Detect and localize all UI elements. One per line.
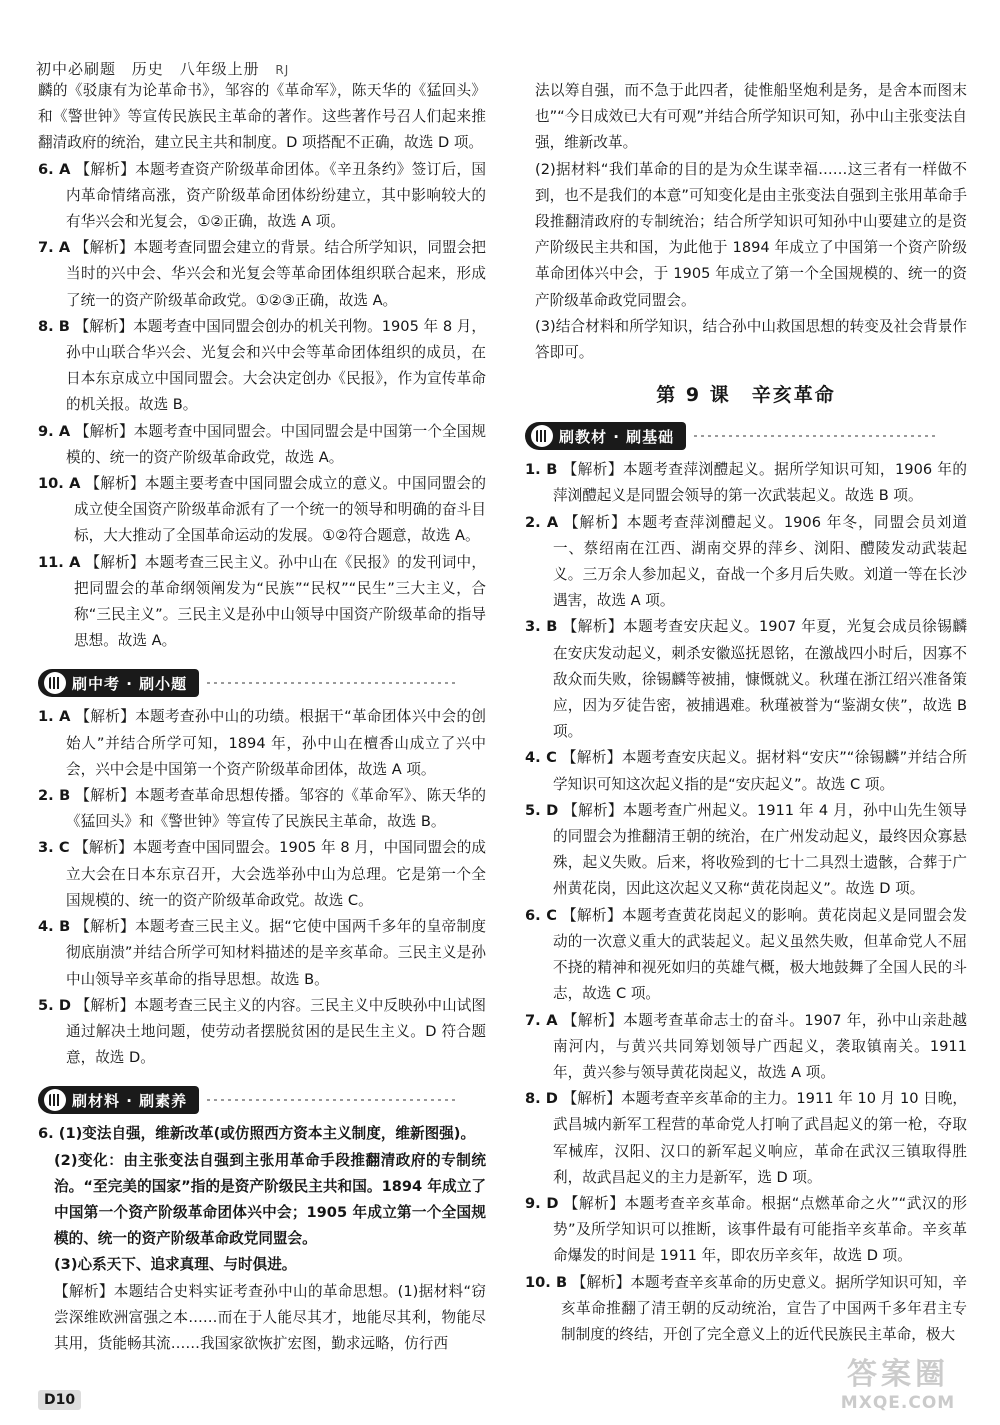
q6-part1: 6. (1)变法自强，维新改革(或仿照西方资本主义制度，维新图强)。 (38, 1125, 476, 1143)
banner-badge: 刷中考 · 刷小题 (38, 669, 199, 697)
q6-part2: (2)变化：由主张变法自强到主张用革命手段推翻清政府的专制统治。“至完美的国家”指的是资产阶级民主共和国。1894 年成立了中国第一个资产阶级革命团体兴中会；1905 年成立第一个全国规模的、统一的资产阶级革命政党同盟会。 (54, 1151, 486, 1248)
edition-label: RJ (275, 63, 290, 77)
answer-item: 9. A 【解析】本题考查中国同盟会。中国同盟会是中国第一个全国规模的、统一的资产阶级革命政党，故选 A。 (38, 422, 486, 466)
answer-item: 1. B 【解析】本题考查萍浏醴起义。据所学知识可知，1906 年的萍浏醴起义是同盟会领导的第一次武装起义。故选 B 项。 (525, 461, 967, 505)
right-column (525, 78, 967, 1348)
subject-name: 历史 (131, 60, 164, 78)
answer-item: 11. A 【解析】本题考查三民主义。孙中山在《民报》的发刊词中，把同盟会的革命纲领阐发为“民族”“民权”“民生”三大主义，合称“三民主义”。三民主义是孙中山领导中国资产阶级革命的指导思想。故选 A。 (38, 553, 486, 650)
analysis-part2: (2)据材料“我们革命的目的是为众生谋幸福……这三者有一样做不到，也不是我们的本意”可知变化是由主张变法自强到主张用革命手段推翻清政府的专制统治；结合所学知识可知孙中山要建立的是资产阶级民主共和国，为此他于 1894 年成立了中国第一个资产阶级革命团体兴中会，于 1905 年成立了第一个全国规模的、统一的资产阶级革命政党同盟会。 (535, 160, 967, 309)
answer-item: 10. B 【解析】本题考查辛亥革命的历史意义。据所学知识可知，辛亥革命推翻了清王朝的反动统治，宣告了中国两千多年君主专制制度的终结，开创了完全意义上的近代民族民主革命，极大 (525, 1273, 967, 1343)
section-banner-jiaocai (525, 419, 967, 453)
answer-item: 8. D 【解析】本题考查辛亥革命的主力。1911 年 10 月 10 日晚，武昌城内新军工程营的革命党人打响了武昌起义的第一枪，夺取军械库，汉阳、汉口的新军起义响应，革命在武汉三镇取得胜利，故武昌起义的主力是新军，选 D 项。 (525, 1090, 968, 1186)
answer-item: 7. A 【解析】本题考查革命志士的奋斗。1907 年，孙中山亲赴越南河内，与黄兴共同筹划领导广西起义，袭取镇南关。1911 年，黄兴参与领导黄花岗起义，故选 A 项。 (525, 1011, 968, 1081)
brush-icon (531, 425, 553, 447)
answer-item: 5. D 【解析】本题考查三民主义的内容。三民主义中反映孙中山试图通过解决土地问题，使劳动者摆脱贫困的是民生主义。D 符合题意，故选 D。 (38, 996, 486, 1067)
left-column (38, 78, 486, 1357)
site-watermark: 答案圈 MXQE.COM (840, 1357, 956, 1413)
section-banner-zhongkao (38, 666, 486, 700)
answer-item: 8. B 【解析】本题考查中国同盟会创办的机关刊物。1905 年 8 月，孙中山联合华兴会、光复会和兴中会等革命团体组织的成员，在日本东京成立中国同盟会。大会决定创办《民报》，作为宣传革命的机关报。故选 B。 (38, 317, 486, 414)
banner-badge: 刷材料 · 刷素养 (38, 1086, 199, 1114)
answer-item: 3. C 【解析】本题考查中国同盟会。1905 年 8 月，中国同盟会的成立大会在日本东京召开，大会选举孙中山为总理。它是第一个全国规模的、统一的资产阶级革命政党。故选 C。 (38, 839, 486, 909)
brush-icon (44, 672, 66, 694)
dotted-divider (694, 435, 937, 437)
answer-item: 7. A 【解析】本题考查同盟会建立的背景。结合所学知识，同盟会把当时的兴中会、华兴会和光复会等革命团体组织联合起来，形成了统一的资产阶级革命政党。①②③正确，故选 A。 (38, 239, 486, 309)
intro-paragraph: 麟的《驳康有为论革命书》，邹容的《革命军》，陈天华的《猛回头》和《警世钟》等宣传民族民主革命的著作。这些著作号召人们起来推翻清政府的统治，建立民主共和制度。D 项搭配不正确，故选 D 项。 (38, 82, 486, 152)
q6-analysis: 【解析】本题结合史料实证考查孙中山的革命思想。(1)据材料“窃尝深维欧洲富强之本……而在于人能尽其才，地能尽其利，物能尽其用，货能畅其流……我国家欲恢扩宏图，勤求远略，仿行西 (54, 1282, 486, 1352)
answer-item: 6. A 【解析】本题考查资产阶级革命团体。《辛丑条约》签订后，国内革命情绪高涨，资产阶级革命团体纷纷建立，其中影响较大的有华兴会和光复会，①②正确，故选 A 项。 (38, 160, 487, 231)
answer-item: 10. A 【解析】本题主要考查中国同盟会成立的意义。中国同盟会的成立使全国资产阶级革命派有了一个统一的领导和明确的奋斗目标，大大推动了全国革命运动的发展。①②符合题意，故选 A。 (38, 475, 486, 545)
answer-item: 2. A 【解析】本题考查萍浏醴起义。1906 年冬，同盟会员刘道一、蔡绍南在江西、湖南交界的萍乡、浏阳、醴陵发动武装起义。三万余人参加起义，奋战一个多月后失败。刘道一等在长沙遇害，故选 A 项。 (525, 513, 968, 610)
answer-item: 2. B 【解析】本题考查革命思想传播。邹容的《革命军》、陈天华的《猛回头》和《警世钟》等宣传了民族民主革命，故选 B。 (38, 787, 487, 831)
dotted-divider (207, 1099, 456, 1101)
q6-part3: (3)心系天下、追求真理、与时俱进。 (54, 1256, 297, 1274)
answer-item: 9. D 【解析】本题考查辛亥革命。根据“点燃革命之火”“武汉的形势”及所学知识可以推断，该事件最有可能指辛亥革命。辛亥革命爆发的时间是 1911 年，即农历辛亥年，故选 D 项。 (525, 1194, 967, 1265)
grade-name: 八年级上册 (179, 60, 260, 78)
answer-item: 5. D 【解析】本题考查广州起义。1911 年 4 月，孙中山先生领导的同盟会为推翻清王朝的统治，在广州发动起义，最终因众寡悬殊，起义失败。后来，将收殓到的七十二具烈士遗骸，合葬于广州黄花岗，因此这次起义又称“黄花岗起义”。故选 D 项。 (525, 801, 967, 898)
answer-list-3 (525, 457, 967, 1348)
question-6-answer (38, 1121, 486, 1357)
section-banner-cailiao (38, 1083, 486, 1117)
analysis-continued: 法以筹自强，而不急于此四者，徒惟船坚炮利是务，是舍本而图末也”“今日成效已大有可观”并结合所学知识可知，孙中山主张变法自强，维新改革。 (535, 82, 967, 152)
banner-badge: 刷教材 · 刷基础 (525, 422, 686, 450)
lesson-title: 第 9 课 辛亥革命 (656, 384, 836, 407)
answer-list-2 (38, 704, 486, 1071)
dotted-divider (207, 682, 456, 684)
answer-list-1 (38, 157, 486, 655)
page-number: D10 (38, 1390, 81, 1410)
answer-item: 6. C 【解析】本题考查黄花岗起义的影响。黄花岗起义是同盟会发动的一次意义重大的武装起义。起义虽然失败，但革命党人不屈不挠的精神和视死如归的英雄气概，极大地鼓舞了全国人民的斗志，故选 C 项。 (525, 906, 967, 1003)
answer-item: 3. B 【解析】本题考查安庆起义。1907 年夏，光复会成员徐锡麟在安庆发动起义，刺杀安徽巡抚恩铭，在激战四小时后，因寡不敌众而失败，徐锡麟等被捕，慷慨就义。秋瑾在浙江绍兴准备策应，因为歹徒告密，被捕遇难。秋瑾被誉为“鉴湖女侠”，故选 B 项。 (525, 618, 967, 741)
answer-item: 1. A 【解析】本题考查孙中山的功绩。根据干“革命团体兴中会的创始人”并结合所学可知，1894 年，孙中山在檀香山成立了兴中会，兴中会是中国第一个资产阶级革命团体，故选 A 项。 (38, 708, 487, 778)
analysis-part3: (3)结合材料和所学知识，结合孙中山救国思想的转变及社会背景作答即可。 (535, 317, 967, 362)
answer-item: 4. C 【解析】本题考查安庆起义。据材料“安庆”“徐锡麟”并结合所学知识可知这次起义指的是“安庆起义”。故选 C 项。 (525, 749, 968, 793)
answer-item: 4. B 【解析】本题考查三民主义。据“它使中国两千多年的皇帝制度彻底崩溃”并结合所学可知材料描述的是辛亥革命。三民主义是孙中山领导辛亥革命的指导思想。故选 B。 (38, 918, 486, 988)
page-header (36, 58, 299, 79)
brush-icon (44, 1089, 66, 1111)
series-name: 初中必刷题 (36, 60, 117, 78)
